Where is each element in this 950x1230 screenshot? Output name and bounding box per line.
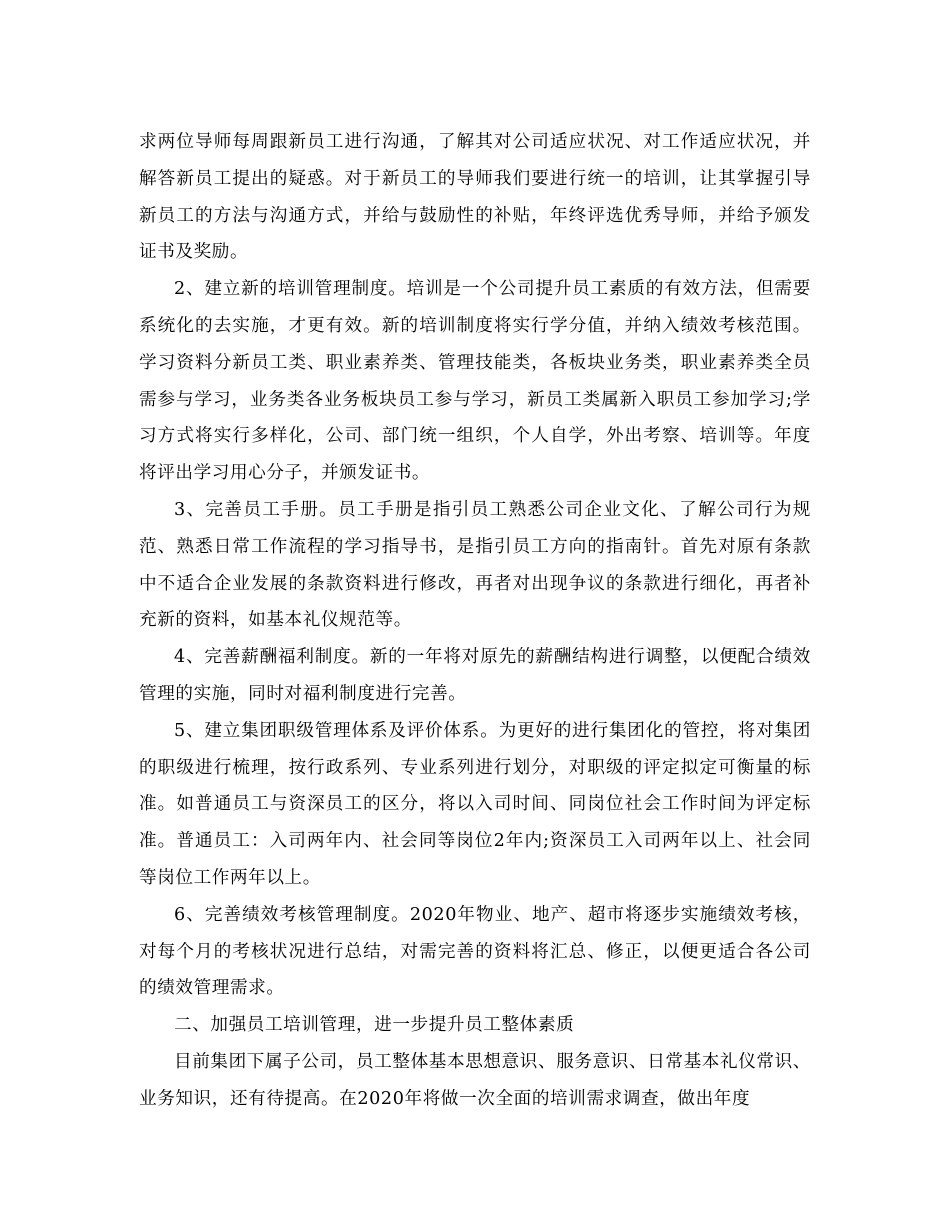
paragraph-compensation: 4、完善薪酬福利制度。新的一年将对原先的薪酬结构进行调整，以便配合绩效管理的实施，同时对福利制度进行完善。 [139, 647, 811, 704]
paragraph-training-survey: 目前集团下属子公司，员工整体基本思想意识、服务意识、日常基本礼仪常识、业务知识，还有待提高。在2020年将做一次全面的培训需求调查，做出年度 [139, 1051, 811, 1109]
paragraph-employee-handbook: 3、完善员工手册。员工手册是指引员工熟悉公司企业文化、了解公司行为规范、熟悉日常工作流程的学习指导书，是指引员工方向的指南针。首先对原有条款中不适合企业发展的条款资料进行修改，再者对出现争议的条款进行细化，再者补充新的资料，如基本礼仪规范等。 [139, 499, 811, 631]
paragraph-training-system: 2、建立新的培训管理制度。培训是一个公司提升员工素质的有效方法，但需要系统化的去实施，才更有效。新的培训制度将实行学分值，并纳入绩效考核范围。学习资料分新员工类、职业素养类、管理技能类，各板块业务类，职业素养类全员需参与学习，业务类各业务板块员工参与学习，新员工类属新入职员工参加学习;学习方式将实行多样化，公司、部门统一组织，个人自学，外出考察、培训等。年度将评出学习用心分子，并颁发证书。 [139, 279, 811, 484]
document-body [139, 124, 811, 1118]
paragraph-performance: 6、完善绩效考核管理制度。2020年物业、地产、超市将逐步实施绩效考核，对每个月的考核状况进行总结，对需完善的资料将汇总、修正，以便更适合各公司的绩效管理需求。 [139, 904, 811, 999]
section-heading-training: 二、加强员工培训管理，进一步提升员工整体素质 [174, 1015, 575, 1036]
paragraph-rank-system: 5、建立集团职级管理体系及评价体系。为更好的进行集团化的管控，将对集团的职级进行梳理，按行政系列、专业系列进行划分，对职级的评定拟定可衡量的标准。如普通员工与资深员工的区分，将以入司时间、同岗位社会工作时间为评定标准。普通员工：入司两年内、社会同等岗位2年内;资深员工入司两年以上、社会同等岗位工作两年以上。 [139, 720, 811, 888]
paragraph-continuation: 求两位导师每周跟新员工进行沟通，了解其对公司适应状况、对工作适应状况，并解答新员工提出的疑惑。对于新员工的导师我们要进行统一的培训，让其掌握引导新员工的方法与沟通方式，并给与鼓励性的补贴，年终评选优秀导师，并给予颁发证书及奖励。 [139, 132, 811, 263]
